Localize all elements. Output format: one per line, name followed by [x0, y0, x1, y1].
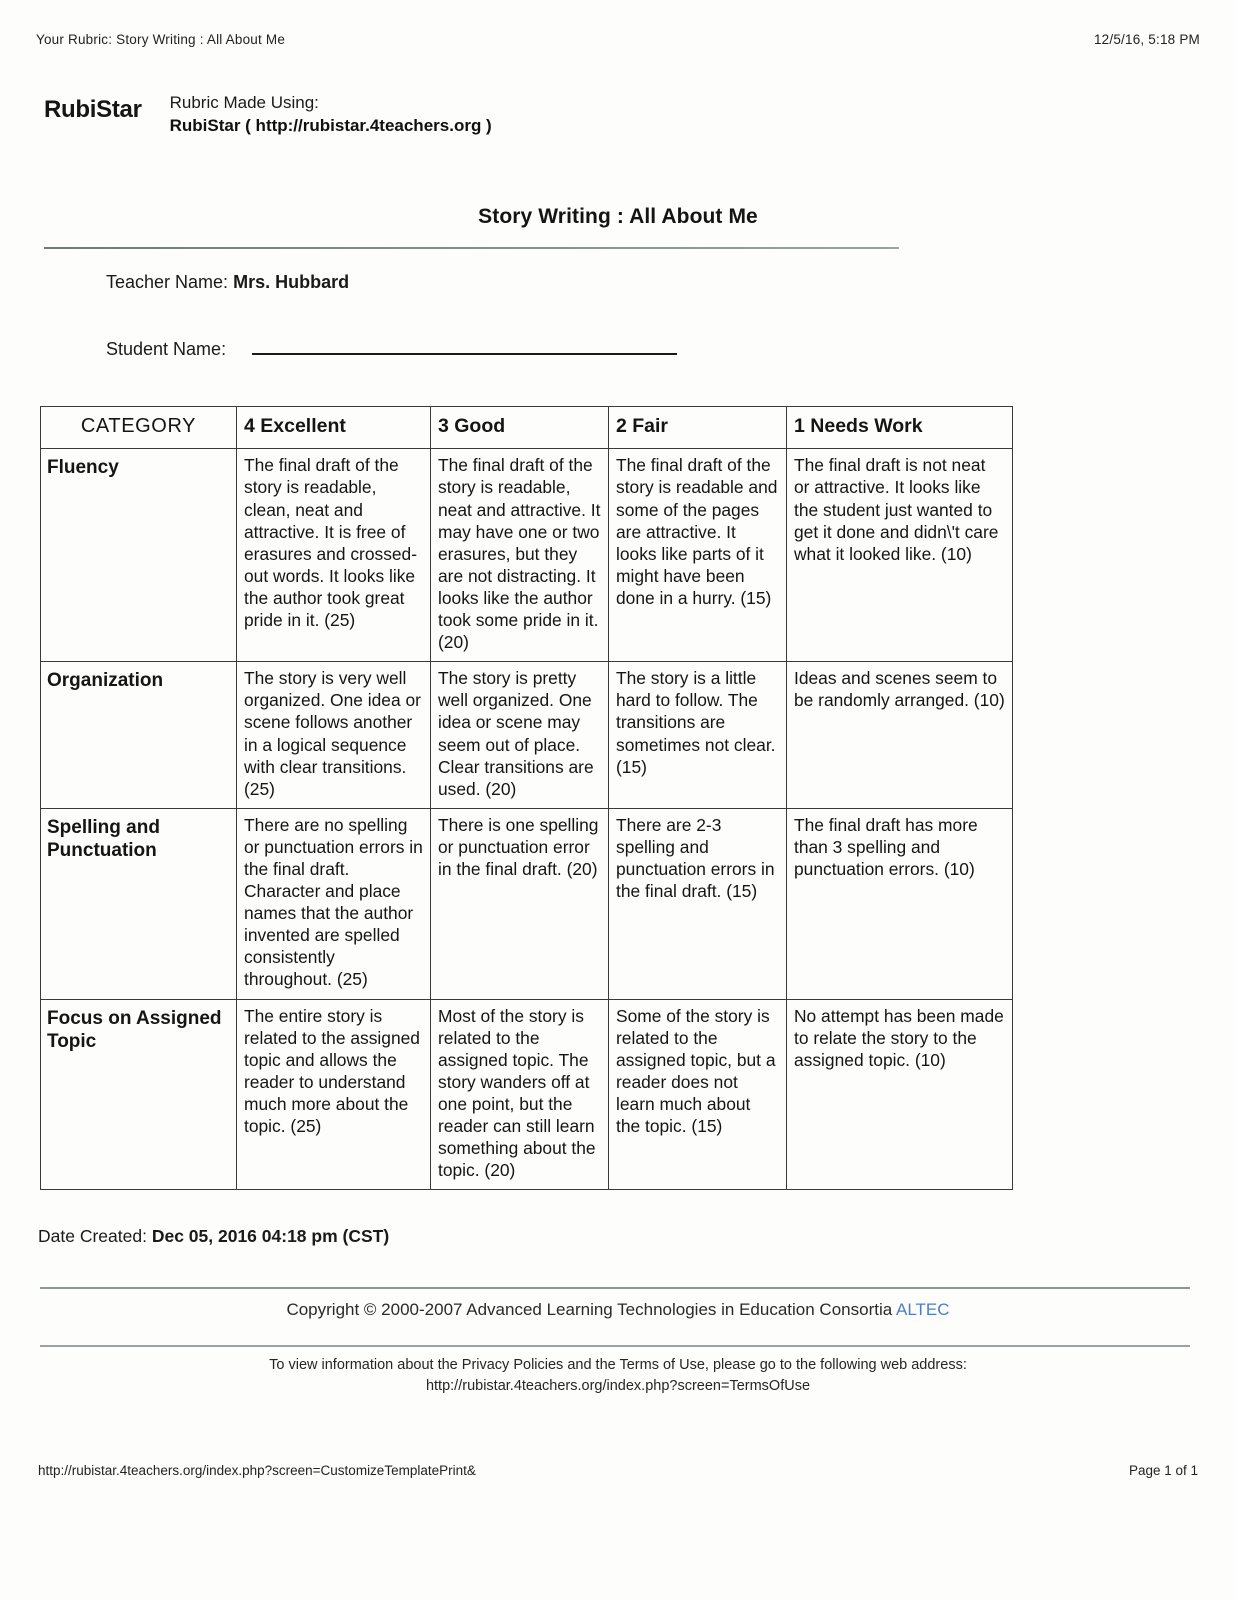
cell-spelling-3: There is one spelling or punctuation error in the final draft. (20): [431, 808, 609, 999]
copyright-text: Copyright © 2000-2007 Advanced Learning Technologies in Education Consortia: [286, 1300, 896, 1319]
date-created-label: Date Created:: [38, 1226, 147, 1246]
cell-focus-2: Some of the story is related to the assigned topic, but a reader does not learn much about the topic. (15): [609, 999, 787, 1190]
rubric-made-using: [170, 92, 492, 138]
print-footer: [38, 1463, 1198, 1478]
made-using-label: Rubric Made Using:: [169, 93, 319, 112]
teacher-name-label: Teacher Name:: [106, 272, 229, 292]
copyright-notice: [0, 1300, 1236, 1320]
column-header-3-good: 3 Good: [431, 407, 609, 449]
student-name-label: Student Name:: [106, 339, 227, 359]
table-row: [41, 449, 1013, 662]
cell-spelling-2: There are 2-3 spelling and punctuation errors in the final draft. (15): [609, 808, 787, 999]
rubric-table: [40, 406, 1013, 1190]
cell-focus-1: No attempt has been made to relate the story to the assigned topic. (10): [787, 999, 1013, 1190]
print-header-title: Your Rubric: Story Writing : All About Me: [36, 32, 286, 47]
date-created-value: Dec 05, 2016 04:18 pm (CST): [151, 1226, 390, 1246]
cell-organization-2: The story is a little hard to follow. The transitions are sometimes not clear. (15): [609, 662, 787, 809]
cell-fluency-3: The final draft of the story is readable, neat and attractive. It may have one or two erasures, but they are not distracting. It looks like the author took some pride in it. (20): [431, 449, 609, 662]
cell-spelling-4: There are no spelling or punctuation errors in the final draft. Character and place names that the author invented are spelled consistently throughout. (25): [237, 808, 431, 999]
cell-focus-3: Most of the story is related to the assigned topic. The story wanders off at one point, but the reader can still learn something about the topic. (20): [431, 999, 609, 1190]
cell-spelling-1: The final draft has more than 3 spelling and punctuation errors. (10): [787, 808, 1013, 999]
student-name-blank-line[interactable]: [252, 339, 677, 355]
terms-of-use-notice: [0, 1355, 1236, 1396]
table-row: [41, 999, 1013, 1190]
terms-url[interactable]: http://rubistar.4teachers.org/index.php?screen=TermsOfUse: [425, 1377, 811, 1394]
row-category-organization: Organization: [41, 662, 237, 809]
teacher-name-value: Mrs. Hubbard: [233, 272, 350, 292]
cell-organization-1: Ideas and scenes seem to be randomly arranged. (10): [787, 662, 1013, 809]
column-header-4-excellent: 4 Excellent: [237, 407, 431, 449]
page-title: Story Writing : All About Me: [478, 205, 758, 228]
cell-fluency-4: The final draft of the story is readable, clean, neat and attractive. It is free of erasures and crossed-out words. It looks like the author took great pride in it. (25): [237, 449, 431, 662]
cell-focus-4: The entire story is related to the assigned topic and allows the reader to understand much more about the topic. (25): [237, 999, 431, 1190]
column-header-2-fair: 2 Fair: [609, 407, 787, 449]
column-header-category: CATEGORY: [41, 407, 237, 449]
brand-block: [44, 92, 492, 138]
made-using-url: RubiStar ( http://rubistar.4teachers.org ): [169, 115, 492, 135]
table-row: [41, 662, 1013, 809]
footer-divider-top: [40, 1287, 1190, 1289]
table-header-row: [41, 407, 1013, 449]
cell-organization-3: The story is pretty well organized. One idea or scene may seem out of place. Clear transitions are used. (20): [431, 662, 609, 809]
print-header-timestamp: 12/5/16, 5:18 PM: [1093, 32, 1200, 47]
cell-fluency-2: The final draft of the story is readable and some of the pages are attractive. It looks like parts of it might have been done in a hurry. (15): [609, 449, 787, 662]
rubistar-logo: RubiStar: [44, 96, 142, 123]
altec-link[interactable]: ALTEC: [895, 1300, 950, 1319]
cell-organization-4: The story is very well organized. One idea or scene follows another in a logical sequence with clear transitions. (25): [237, 662, 431, 809]
print-footer-url: http://rubistar.4teachers.org/index.php?screen=CustomizeTemplatePrint&: [38, 1463, 476, 1478]
row-category-spelling-and-punctuation: Spelling and Punctuation: [41, 808, 237, 999]
row-category-focus-on-assigned-topic: Focus on Assigned Topic: [41, 999, 237, 1190]
teacher-name-field: [106, 272, 349, 293]
row-category-fluency: Fluency: [41, 449, 237, 662]
column-header-1-needs-work: 1 Needs Work: [787, 407, 1013, 449]
terms-text: To view information about the Privacy Policies and the Terms of Use, please go to the following web address:: [269, 1357, 967, 1373]
table-row: [41, 808, 1013, 999]
student-name-field: [106, 339, 677, 360]
cell-fluency-1: The final draft is not neat or attractive. It looks like the student just wanted to get it done and didn\'t care what it looked like. (10): [787, 449, 1013, 662]
print-footer-page: Page 1 of 1: [1128, 1463, 1198, 1478]
print-header: [36, 32, 1200, 47]
footer-divider-bottom: [40, 1345, 1190, 1347]
date-created: [38, 1226, 389, 1247]
title-divider: [44, 247, 899, 249]
